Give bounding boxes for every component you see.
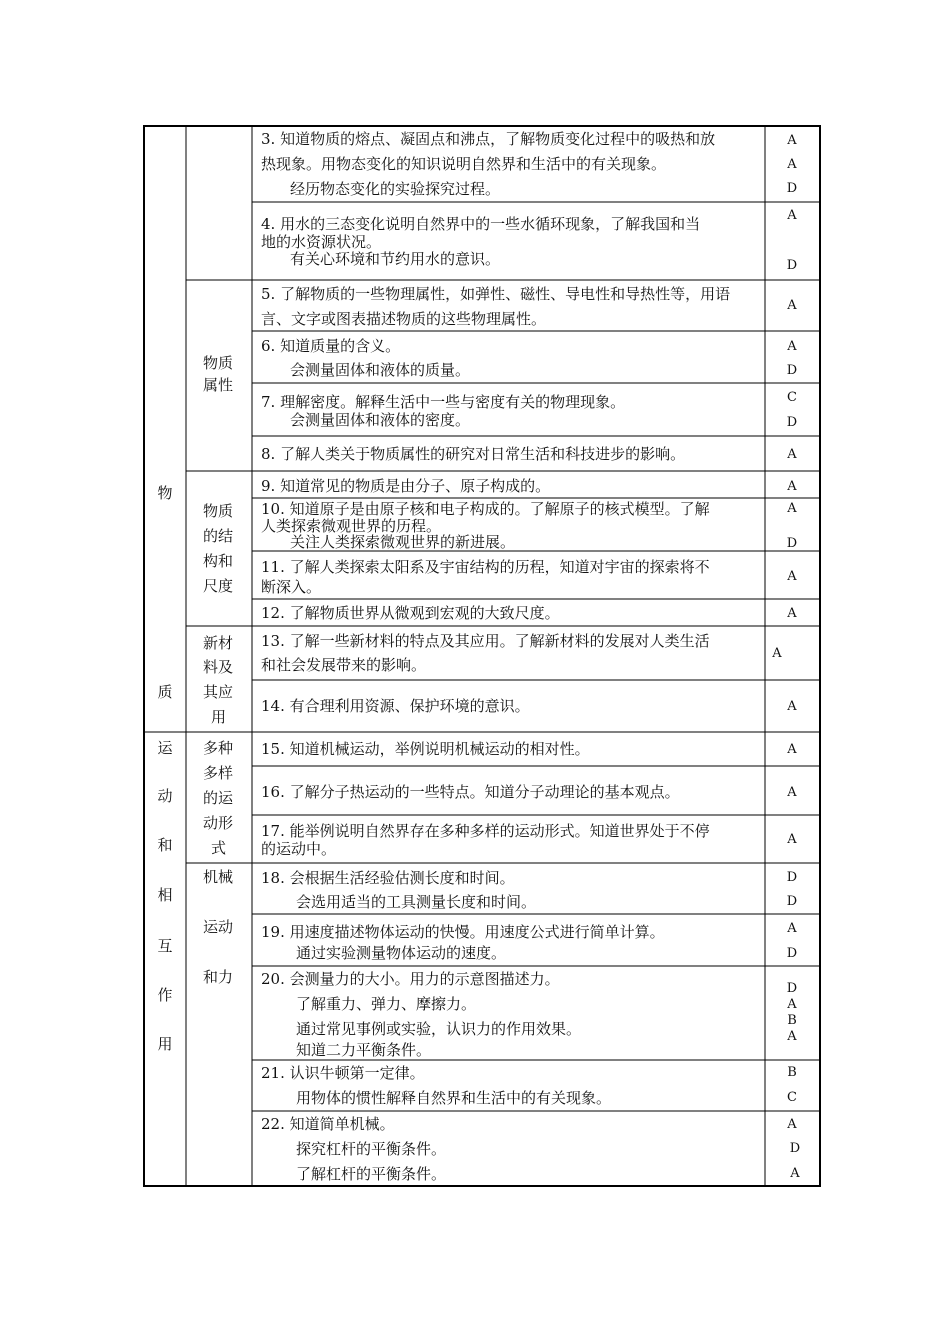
category-char: 作	[157, 986, 173, 1004]
item-grade: D	[789, 1141, 801, 1156]
item-text: 15. 知道机械运动，举例说明机械运动的相对性。	[261, 740, 590, 758]
subcategory-label: 和力	[203, 968, 234, 986]
item-grade: C	[787, 1090, 797, 1105]
item-grade: A	[787, 832, 797, 847]
category-char: 物	[157, 484, 173, 502]
item-text: 16. 了解分子热运动的一些特点。知道分子动理论的基本观点。	[261, 783, 680, 801]
item-grade: A	[787, 1029, 797, 1044]
item-text: 和社会发展带来的影响。	[261, 656, 427, 674]
item-text: 13. 了解一些新材料的特点及其应用。了解新材料的发展对人类生活	[261, 632, 710, 650]
item-text: 4. 用水的三态变化说明自然界中的一些水循环现象，了解我国和当	[261, 215, 701, 233]
category-char: 运	[157, 739, 173, 757]
item-text: 17. 能举例说明自然界存在多种多样的运动形式。知道世界处于不停	[261, 822, 710, 840]
item-text: 19. 用速度描述物体运动的快慢。用速度公式进行简单计算。	[261, 923, 665, 941]
item-text: 3. 知道物质的熔点、凝固点和沸点，了解物质变化过程中的吸热和放	[261, 130, 716, 148]
item-grade: D	[786, 181, 798, 196]
item-grade: A	[787, 997, 797, 1012]
item-grade: B	[787, 1013, 797, 1028]
item-text: 7. 理解密度。解释生活中一些与密度有关的物理现象。	[261, 393, 626, 411]
subcategory-label: 式	[211, 839, 227, 857]
item-text: 人类探索微观世界的历程。	[261, 517, 442, 535]
subcategory-label: 运动	[203, 918, 234, 936]
item-text: 了解重力、弹力、摩擦力。	[296, 995, 477, 1013]
subcategory-label: 构和	[203, 552, 234, 570]
category-char: 用	[157, 1035, 173, 1053]
item-text: 有关心环境和节约用水的意识。	[290, 250, 501, 268]
category-char: 互	[157, 937, 173, 955]
subcategory-label: 物质	[203, 502, 234, 520]
item-text: 会测量固体和液体的质量。	[290, 361, 471, 379]
subcategory-label: 物质	[203, 354, 234, 372]
item-grade: D	[786, 894, 798, 909]
item-text: 20. 会测量力的大小。用力的示意图描述力。	[261, 970, 560, 988]
item-text: 6. 知道质量的含义。	[261, 337, 401, 355]
item-grade: D	[786, 981, 798, 996]
category-char: 相	[157, 886, 173, 904]
item-text: 了解杠杆的平衡条件。	[296, 1165, 447, 1183]
item-text: 会选用适当的工具测量长度和时间。	[296, 893, 537, 911]
item-text: 12. 了解物质世界从微观到宏观的大致尺度。	[261, 604, 560, 622]
item-text: 8. 了解人类关于物质属性的研究对日常生活和科技进步的影响。	[261, 445, 686, 463]
item-text: 通过实验测量物体运动的速度。	[296, 944, 507, 962]
item-text: 18. 会根据生活经验估测长度和时间。	[261, 869, 515, 887]
subcategory-label: 其应	[203, 683, 234, 701]
item-grade: A	[787, 298, 797, 313]
item-grade: B	[787, 1065, 797, 1080]
item-grade: A	[787, 133, 797, 148]
item-text: 10. 知道原子是由原子核和电子构成的。了解原子的核式模型。了解	[261, 500, 710, 518]
item-grade: A	[787, 1117, 797, 1132]
item-grade: D	[786, 258, 798, 273]
subcategory-label: 多样	[203, 764, 234, 782]
subcategory-label: 新材	[203, 634, 234, 652]
item-grade: A	[772, 646, 782, 661]
item-text: 会测量固体和液体的密度。	[290, 411, 471, 429]
item-text: 22. 知道简单机械。	[261, 1115, 395, 1133]
item-text: 用物体的惯性解释自然界和生活中的有关现象。	[296, 1089, 612, 1107]
item-text: 知道二力平衡条件。	[296, 1041, 432, 1059]
item-grade: D	[786, 536, 798, 551]
item-text: 言、文字或图表描述物质的这些物理属性。	[261, 310, 547, 328]
item-text: 地的水资源状况。	[261, 233, 382, 251]
item-grade: A	[787, 742, 797, 757]
item-grade: A	[787, 479, 797, 494]
item-text: 通过常见事例或实验，认识力的作用效果。	[296, 1020, 582, 1038]
subcategory-label: 尺度	[203, 577, 234, 595]
subcategory-label: 料及	[203, 658, 234, 676]
item-text: 21. 认识牛顿第一定律。	[261, 1064, 425, 1082]
item-text: 关注人类探索微观世界的新进展。	[290, 533, 516, 551]
item-grade: C	[787, 390, 797, 405]
subcategory-label: 多种	[203, 739, 234, 757]
item-text: 经历物态变化的实验探究过程。	[290, 180, 501, 198]
item-text: 探究杠杆的平衡条件。	[296, 1140, 447, 1158]
item-grade: A	[787, 785, 797, 800]
subcategory-label: 动形	[203, 814, 234, 832]
item-text: 热现象。用物态变化的知识说明自然界和生活中的有关现象。	[261, 155, 667, 173]
item-grade: A	[787, 699, 797, 714]
item-grade: A	[790, 1166, 800, 1181]
item-grade: A	[787, 339, 797, 354]
item-grade: A	[787, 501, 797, 516]
item-grade: D	[786, 946, 798, 961]
category-char: 和	[157, 836, 173, 854]
item-grade: D	[786, 870, 798, 885]
item-grade: A	[787, 208, 797, 223]
item-text: 14. 有合理利用资源、保护环境的意识。	[261, 697, 530, 715]
item-grade: D	[786, 363, 798, 378]
subcategory-label: 用	[211, 708, 227, 726]
item-text: 5. 了解物质的一些物理属性，如弹性、磁性、导电性和导热性等，用语	[261, 285, 731, 303]
subcategory-label: 机械	[203, 868, 234, 886]
item-grade: A	[787, 447, 797, 462]
item-grade: A	[787, 569, 797, 584]
subcategory-label: 的结	[203, 527, 234, 545]
item-grade: A	[787, 157, 797, 172]
category-char: 质	[157, 683, 173, 701]
item-text: 9. 知道常见的物质是由分子、原子构成的。	[261, 477, 551, 495]
subcategory-label: 属性	[203, 376, 234, 394]
item-grade: A	[787, 606, 797, 621]
category-char: 动	[157, 787, 173, 805]
item-text: 11. 了解人类探索太阳系及宇宙结构的历程，知道对宇宙的探索将不	[261, 558, 710, 576]
item-text: 的运动中。	[261, 840, 337, 858]
subcategory-label: 的运	[203, 789, 234, 807]
item-text: 断深入。	[261, 578, 322, 596]
item-grade: A	[787, 921, 797, 936]
item-grade: D	[786, 415, 798, 430]
